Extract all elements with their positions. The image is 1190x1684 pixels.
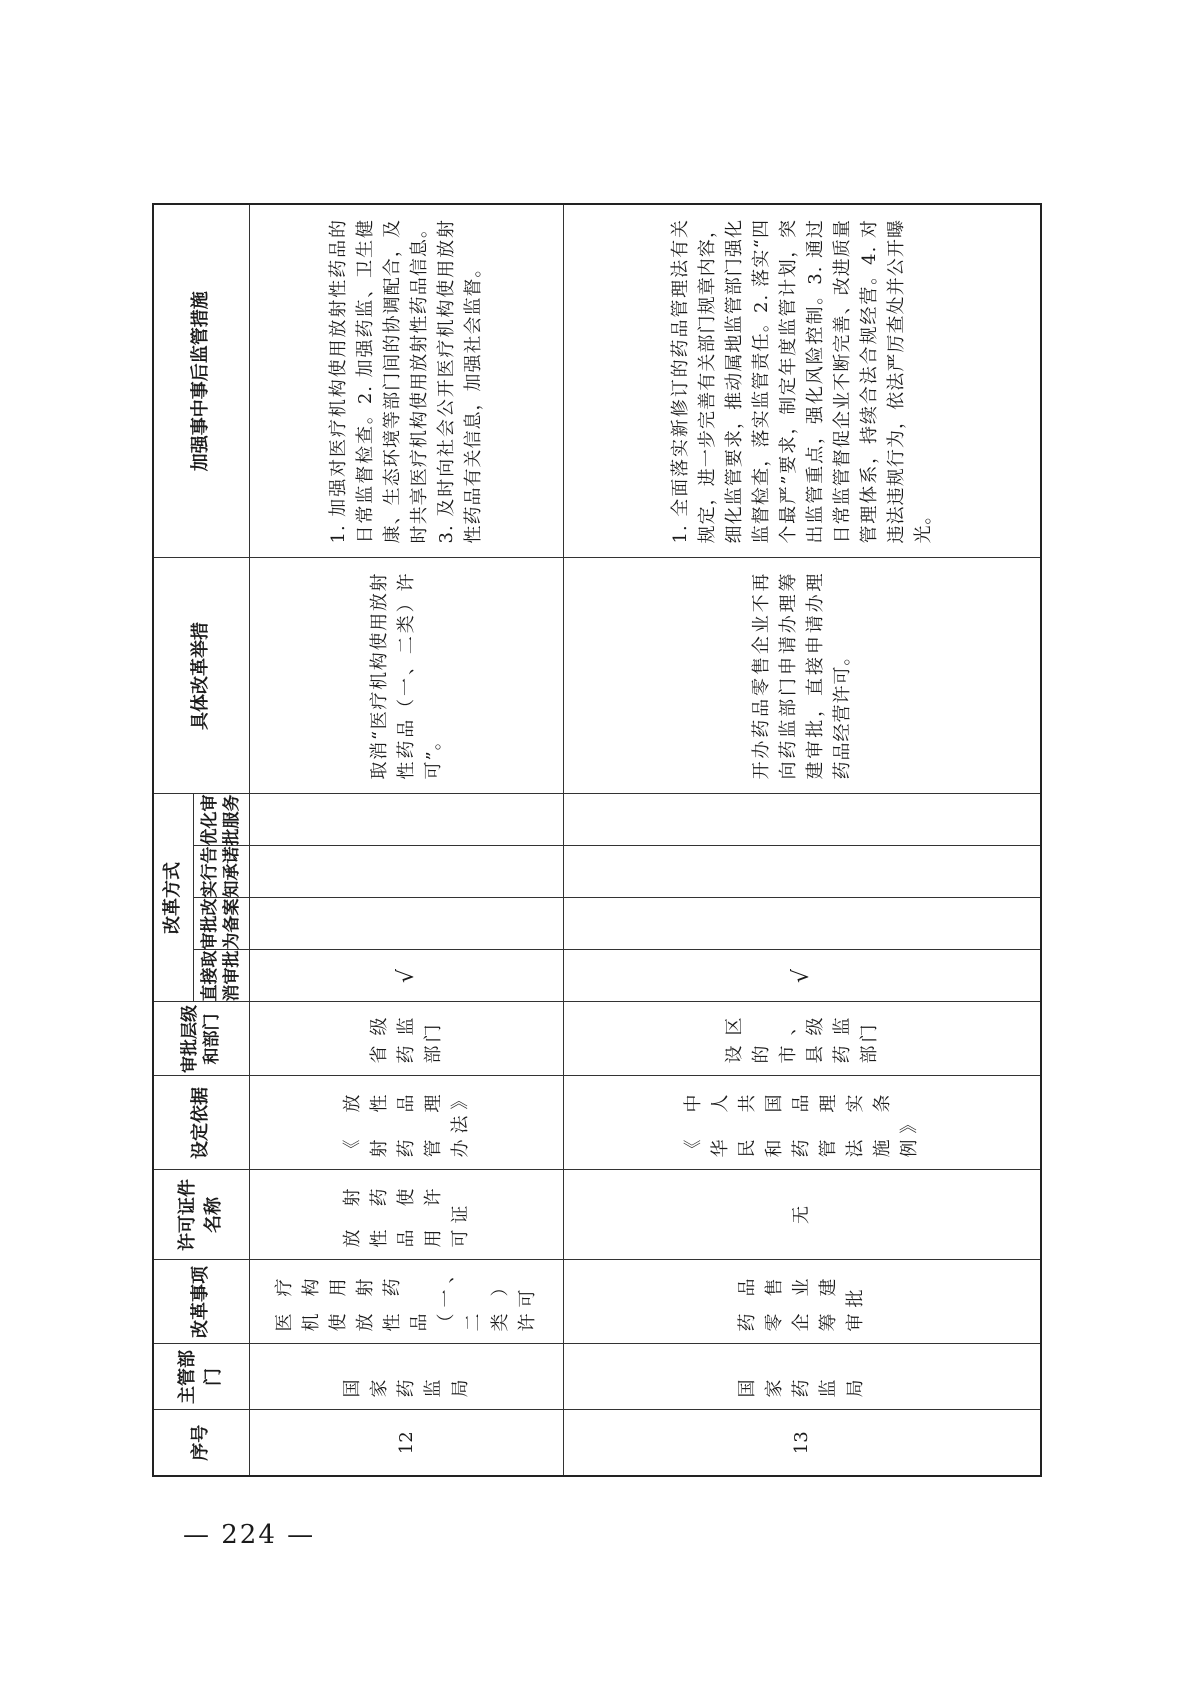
header-oversight: 加强事中事后监管措施 bbox=[153, 204, 249, 558]
row-measures: 取消“医疗机构使用放射性药品（一、二类）许可”。 bbox=[249, 558, 563, 794]
row-item: 医疗机构使用放射性药品（一、二类）许可 bbox=[249, 1260, 563, 1344]
row-seq: 13 bbox=[563, 1410, 1041, 1476]
header-method-notify: 实行告知承诺 bbox=[193, 846, 249, 898]
row-dept: 国家药监局 bbox=[249, 1344, 563, 1410]
page-number: — 224 — bbox=[183, 1520, 316, 1550]
header-level: 审批层级和部门 bbox=[153, 1002, 249, 1076]
header-method-optimize: 优化审批服务 bbox=[193, 794, 249, 846]
header-basis: 设定依据 bbox=[153, 1076, 249, 1170]
row-basis: 《放射性药品管理办法》 bbox=[249, 1076, 563, 1170]
row-measures: 开办药品零售企业不再向药监部门申请办理筹建审批，直接申请办理药品经营许可。 bbox=[563, 558, 1041, 794]
row-license: 放射性药品使用许可证 bbox=[249, 1170, 563, 1260]
header-item: 改革事项 bbox=[153, 1260, 249, 1344]
row-level: 省级药监部门 bbox=[249, 1002, 563, 1076]
row-dept: 国家药监局 bbox=[563, 1344, 1041, 1410]
header-method-cancel: 直接取消审批 bbox=[193, 950, 249, 1002]
header-measures: 具体改革举措 bbox=[153, 558, 249, 794]
row-oversight: 1. 加强对医疗机构使用放射性药品的日常监督检查。2. 加强药监、卫生健康、生态环境等部门间的协调配合，及时共享医疗机构使用放射性药品信息。3. 及时向社会公开医疗机构使用放射性药品有关信息，加强社会监督。 bbox=[249, 204, 563, 558]
row-method-optimize-check bbox=[563, 794, 1041, 846]
table-row bbox=[563, 204, 1041, 1476]
row-basis: 《中华人民共和国药品管理法实施条例》 bbox=[563, 1076, 1041, 1170]
reform-table bbox=[152, 203, 1042, 1477]
row-item: 药品零售企业筹建审批 bbox=[563, 1260, 1041, 1344]
row-level: 设区的市、县级药监部门 bbox=[563, 1002, 1041, 1076]
row-seq: 12 bbox=[249, 1410, 563, 1476]
header-seq: 序号 bbox=[153, 1410, 249, 1476]
rotated-table-container bbox=[152, 205, 1040, 1477]
header-dept: 主管部门 bbox=[153, 1344, 249, 1410]
header-methods-group: 改革方式 bbox=[153, 794, 193, 1002]
row-method-optimize-check bbox=[249, 794, 563, 846]
row-method-cancel-check: √ bbox=[563, 950, 1041, 1002]
row-method-filing-check bbox=[249, 898, 563, 950]
row-license: 无 bbox=[563, 1170, 1041, 1260]
header-method-filing: 审批改为备案 bbox=[193, 898, 249, 950]
row-method-notify-check bbox=[249, 846, 563, 898]
table-row bbox=[249, 204, 563, 1476]
row-method-notify-check bbox=[563, 846, 1041, 898]
header-license: 许可证件名称 bbox=[153, 1170, 249, 1260]
row-method-cancel-check: √ bbox=[249, 950, 563, 1002]
row-oversight: 1. 全面落实新修订的药品管理法有关规定，进一步完善有关部门规章内容，细化监管要求，推动属地监管部门强化监督检查，落实监管责任。2. 落实“四个最严”要求，制定年度监管计划，突出监管重点，强化风险控制。3. 通过日常监管督促企业不断完善、改进质量管理体系，持续合法合规经营。4. 对违法违规行为，依法严厉查处并公开曝光。 bbox=[563, 204, 1041, 558]
row-method-filing-check bbox=[563, 898, 1041, 950]
